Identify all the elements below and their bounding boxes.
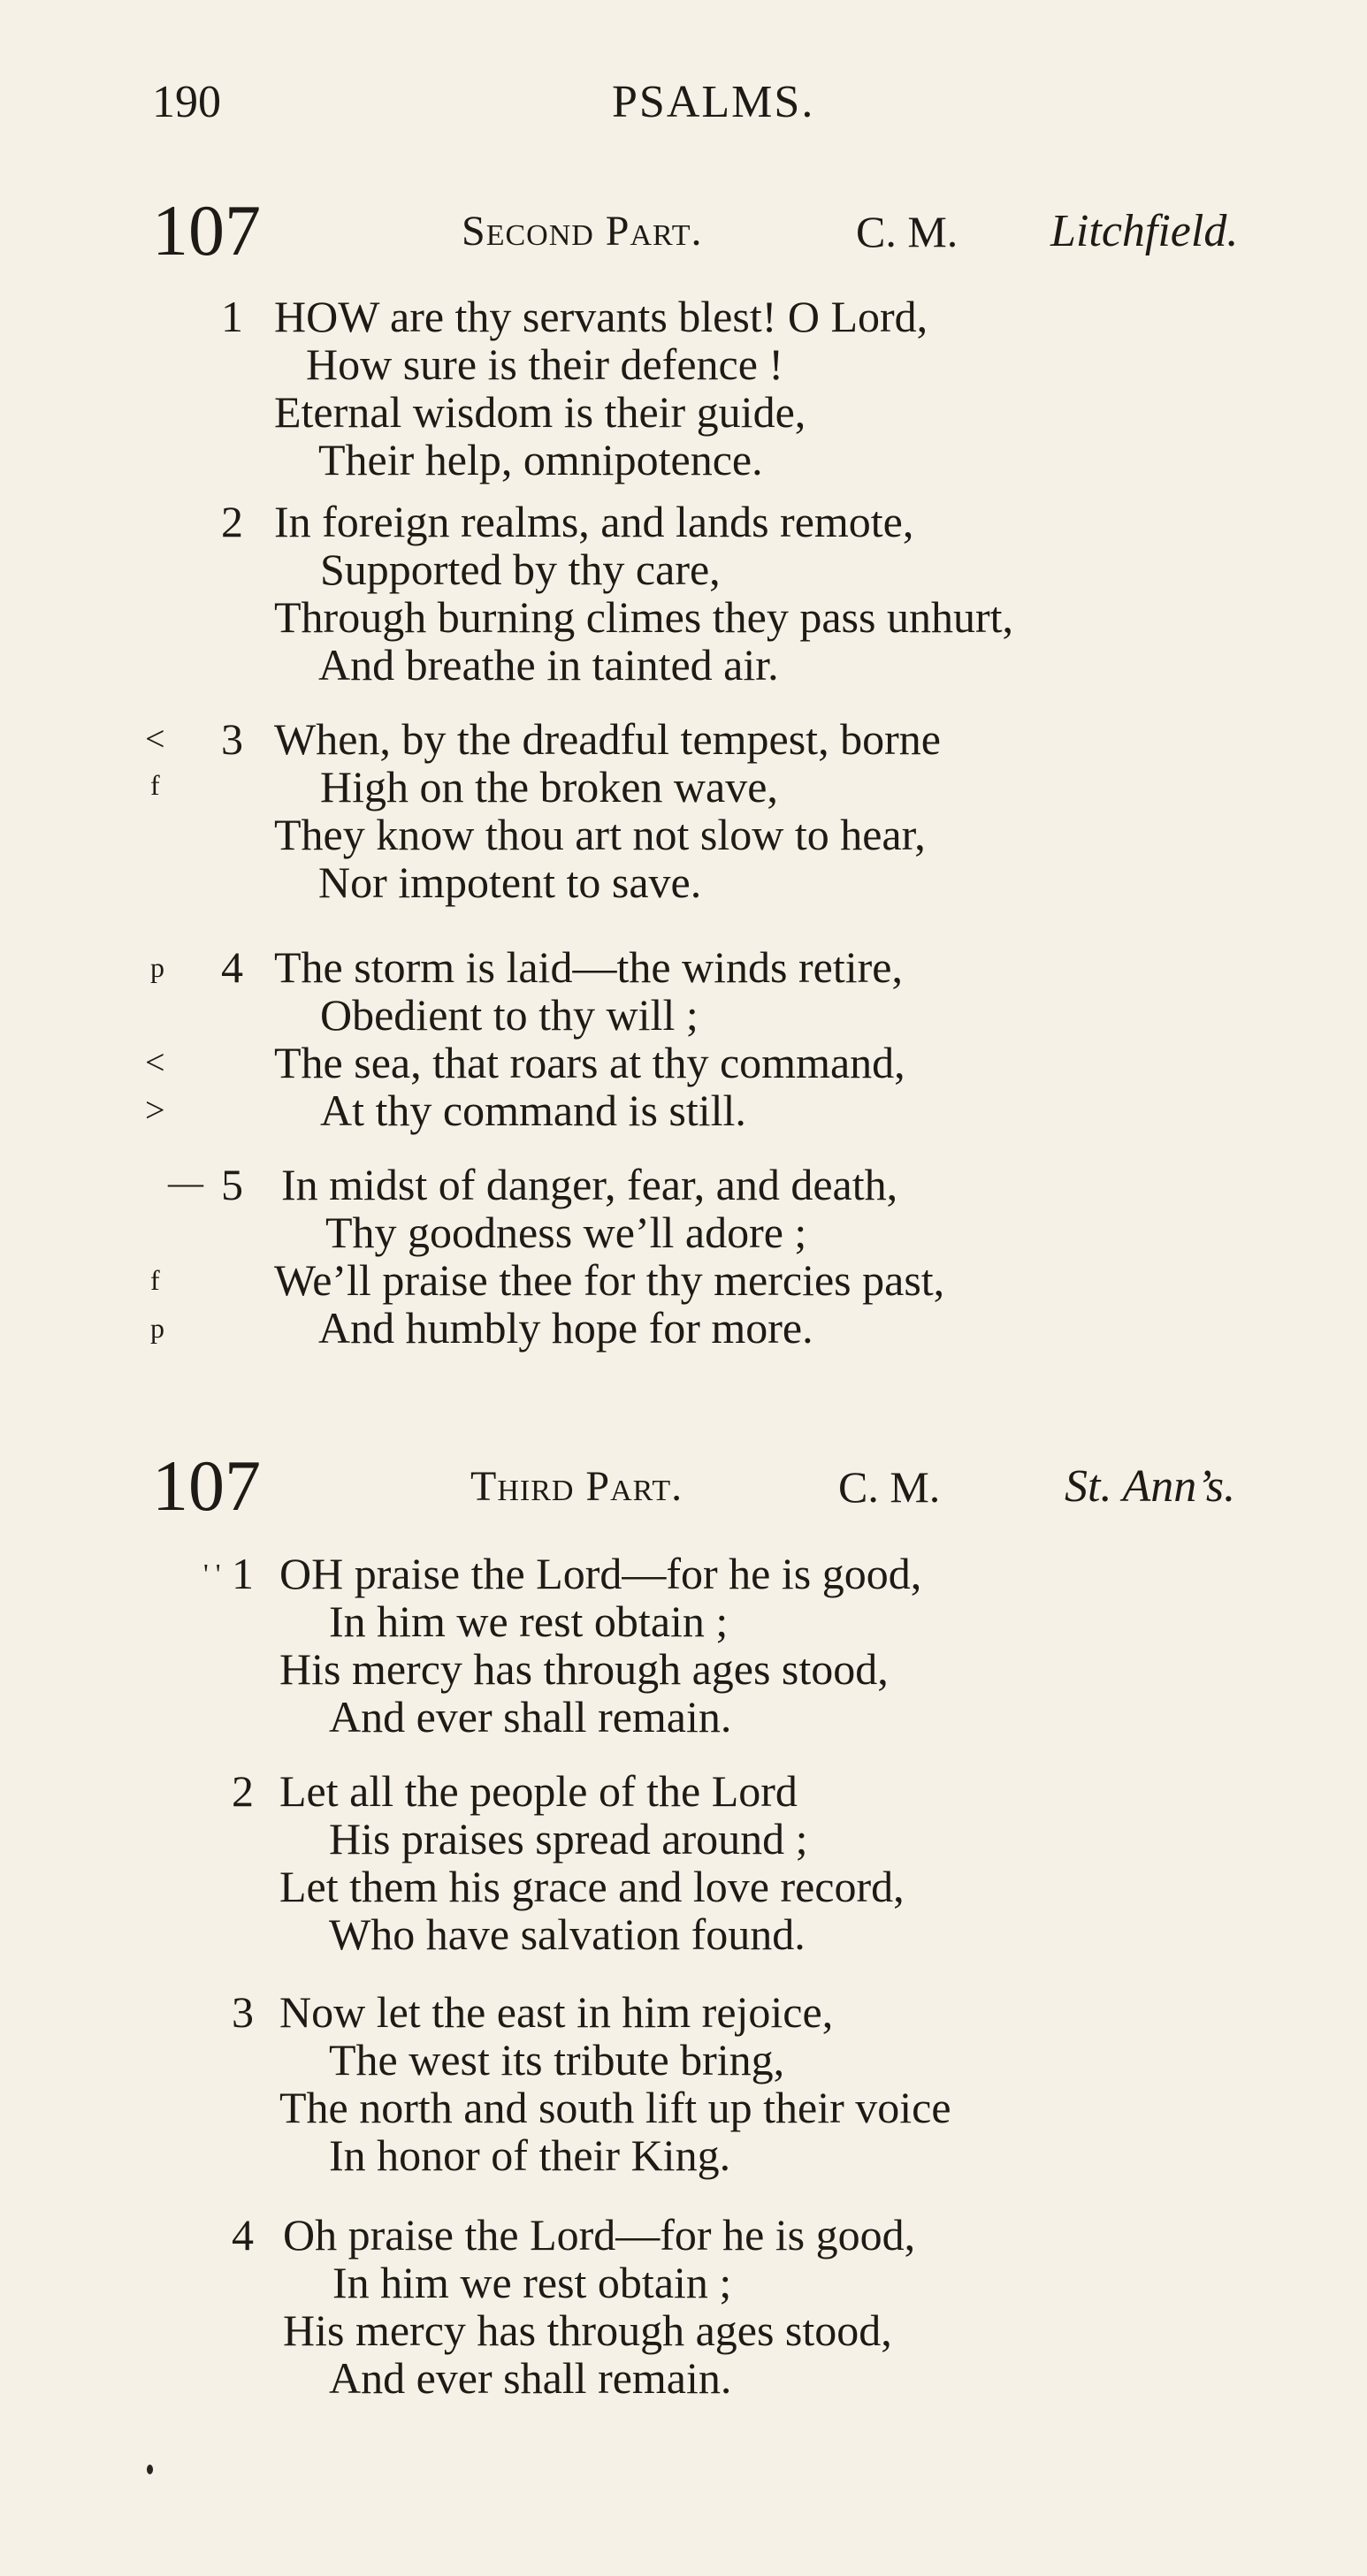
verse-line: His praises spread around ; — [329, 1814, 808, 1863]
hymn-heading-third-part — [0, 1446, 1367, 1526]
verse-line: And ever shall remain. — [329, 2353, 732, 2403]
tune-name: Litchfield. — [1050, 206, 1239, 256]
meter: C. M. — [838, 1462, 941, 1512]
verse-line: And ever shall remain. — [329, 1692, 732, 1741]
verse-line: The storm is laid—the winds retire, — [274, 942, 903, 992]
verse-number: 4 — [221, 942, 243, 992]
dynamic-mark-piano: p — [150, 951, 164, 983]
dynamic-mark-ticks: ' ' — [203, 1558, 221, 1589]
verse-number: 2 — [232, 1766, 254, 1816]
verse-line: We’ll praise thee for thy mercies past, — [274, 1255, 945, 1305]
verse-line: How sure is their defence ! — [306, 339, 784, 389]
verse-line: Who have salvation found. — [329, 1909, 806, 1959]
verse-line: His mercy has through ages stood, — [279, 1644, 889, 1694]
verse-number: 5 — [221, 1160, 243, 1209]
verse-line: HOW are thy servants blest! O Lord, — [274, 292, 928, 341]
verse-line: Their help, omnipotence. — [318, 435, 763, 484]
dynamic-mark-dash: — — [168, 1162, 203, 1202]
verse-line: When, by the dreadful tempest, borne — [274, 714, 941, 764]
verse-line: Oh praise the Lord—for he is good, — [283, 2210, 916, 2260]
verse-line: The west its tribute bring, — [329, 2035, 785, 2084]
dynamic-mark-diminuendo: > — [145, 1090, 165, 1130]
verse-line: Now let the east in him rejoice, — [279, 1987, 834, 2037]
verse-line: Let them his grace and love record, — [279, 1862, 905, 1911]
verse-line: The north and south lift up their voice — [279, 2083, 951, 2132]
verse-line: In him we rest obtain ; — [332, 2258, 732, 2307]
page-number: 190 — [152, 77, 221, 127]
tune-name: St. Ann’s. — [1065, 1461, 1236, 1512]
verse-line: Eternal wisdom is their guide, — [274, 387, 806, 437]
ink-speck — [147, 2465, 153, 2474]
verse-line: Let all the people of the Lord — [279, 1766, 798, 1816]
verse-line: Supported by thy care, — [320, 545, 721, 594]
verse-line: Obedient to thy will ; — [320, 990, 699, 1040]
verse-line: And humbly hope for more. — [318, 1303, 813, 1353]
verse-number: 4 — [232, 2210, 254, 2260]
meter: C. M. — [856, 207, 958, 256]
verse-line: In honor of their King. — [329, 2130, 731, 2180]
verse-line: At thy command is still. — [320, 1086, 746, 1135]
verse-line: In him we rest obtain ; — [329, 1597, 729, 1646]
verse-line: High on the broken wave, — [320, 762, 778, 812]
verse-line: And breathe in tainted air. — [318, 640, 779, 690]
verse-line: The sea, that roars at thy command, — [274, 1038, 905, 1087]
verse-line: Nor impotent to save. — [318, 857, 702, 907]
part-title: Second Part. — [462, 208, 703, 255]
dynamic-mark-crescendo: < — [145, 719, 165, 758]
hymn-number: 107 — [152, 190, 261, 271]
verse-number: 1 — [221, 292, 243, 341]
verse-number: 1 — [232, 1549, 254, 1598]
verse-number: 3 — [221, 714, 243, 764]
verse-line: Thy goodness we’ll adore ; — [325, 1208, 807, 1257]
verse-number: 2 — [221, 497, 243, 546]
hymn-heading-second-part — [0, 191, 1367, 271]
hymn-number: 107 — [152, 1445, 261, 1526]
verse-line: In midst of danger, fear, and death, — [281, 1160, 898, 1209]
part-title: Third Part. — [470, 1463, 684, 1510]
dynamic-mark-forte: f — [150, 769, 160, 801]
dynamic-mark-crescendo: < — [145, 1042, 165, 1082]
verse-line: In foreign realms, and lands remote, — [274, 497, 914, 546]
dynamic-mark-forte: f — [150, 1264, 160, 1296]
verse-number: 3 — [232, 1987, 254, 2037]
dynamic-mark-piano: p — [150, 1312, 164, 1344]
verse-line: His mercy has through ages stood, — [283, 2305, 892, 2355]
verse-line: They know thou art not slow to hear, — [274, 810, 926, 859]
running-title: PSALMS. — [612, 77, 815, 127]
verse-line: Through burning climes they pass unhurt, — [274, 592, 1013, 642]
verse-line: OH praise the Lord—for he is good, — [279, 1549, 922, 1598]
